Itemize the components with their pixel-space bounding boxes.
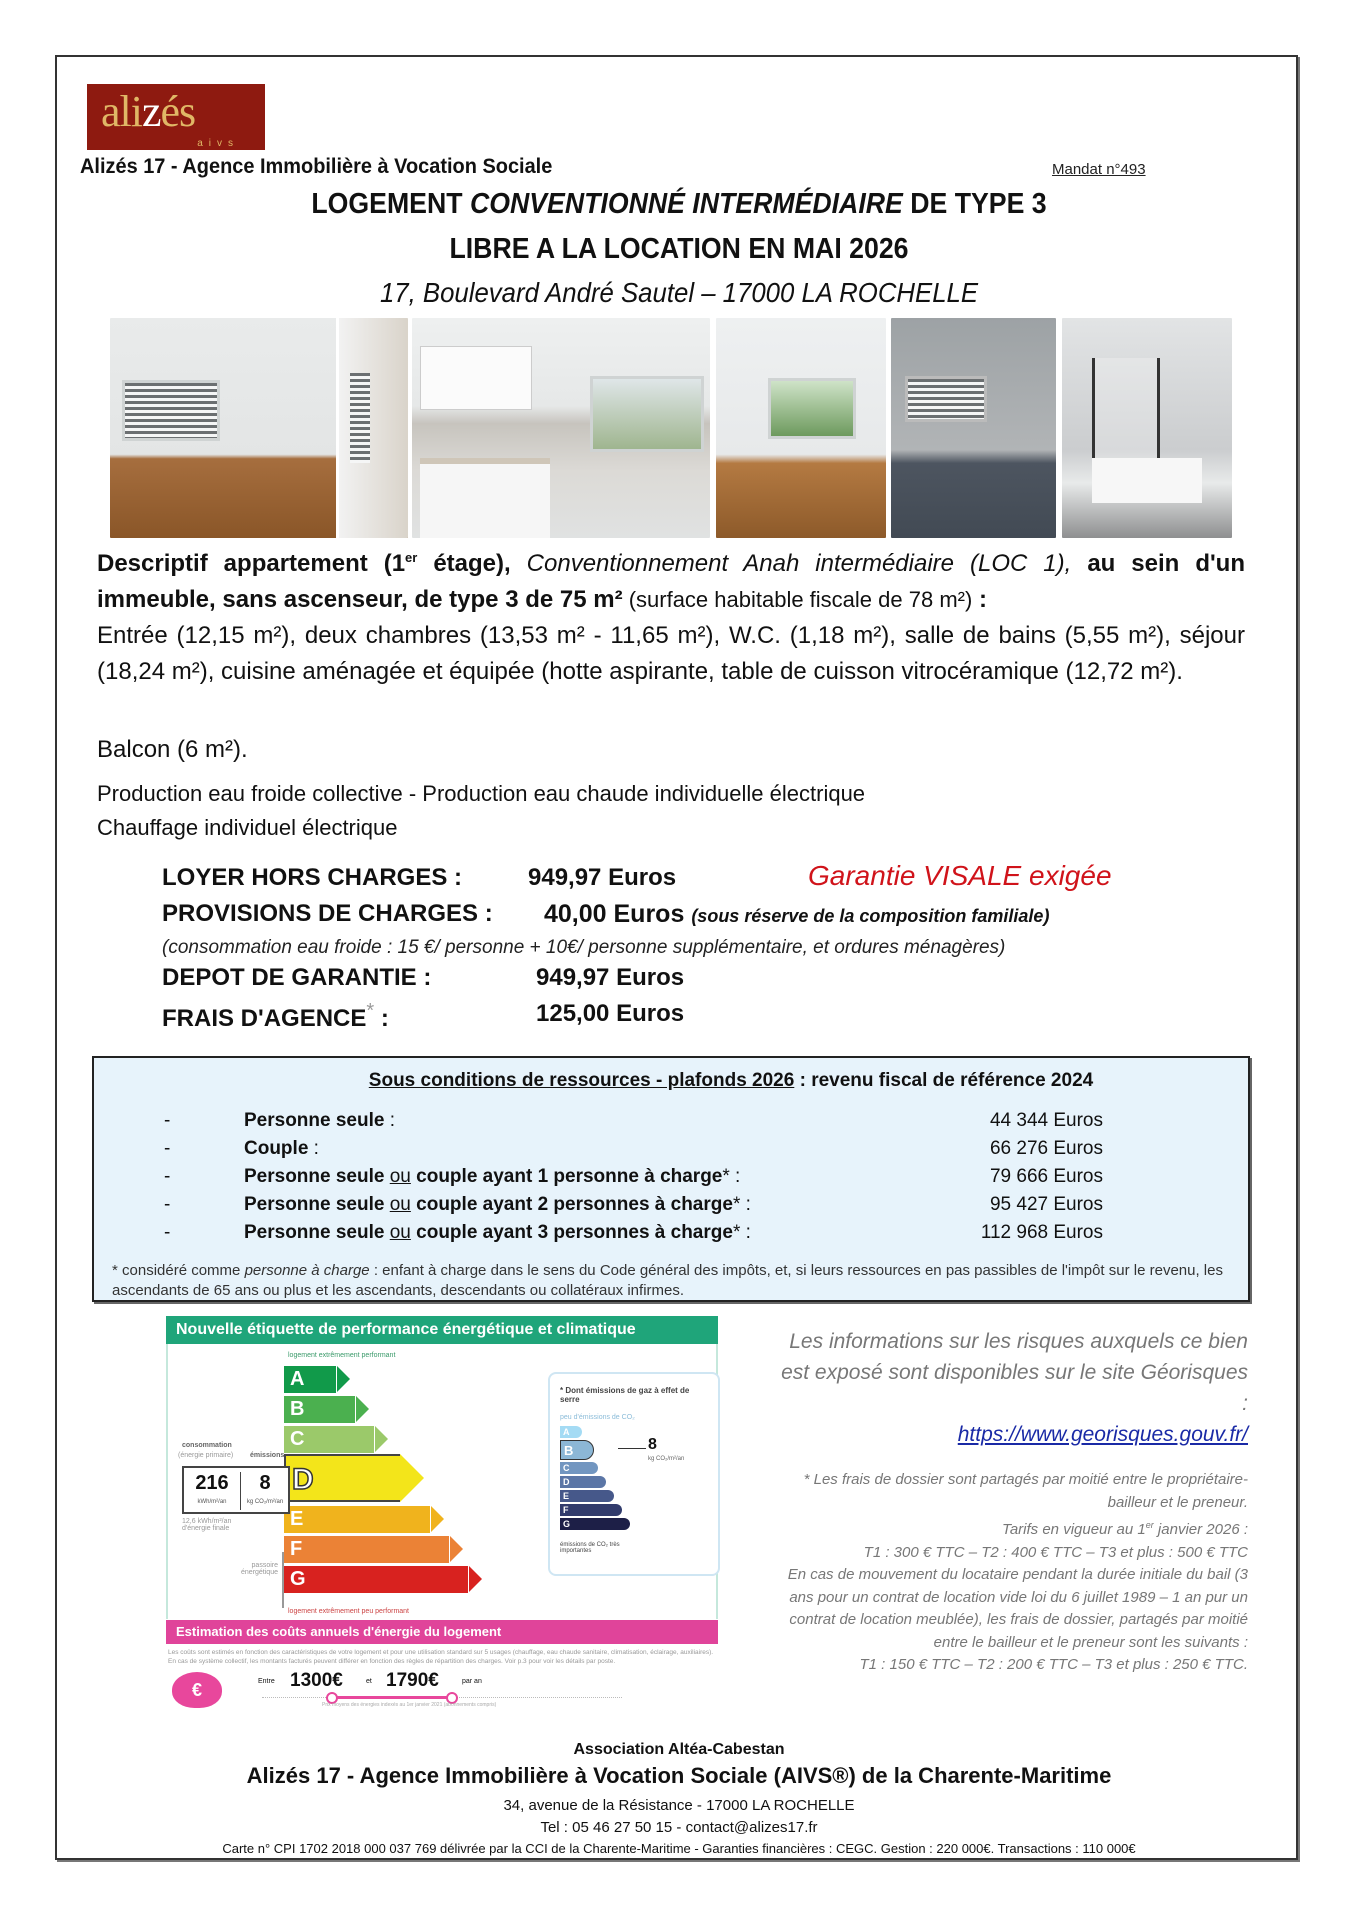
energy-class-letter: G bbox=[290, 1568, 306, 1590]
cost-per: par an bbox=[462, 1678, 482, 1685]
fees-sup: er bbox=[1145, 1520, 1154, 1530]
dependent-footnote bbox=[112, 1261, 1234, 1301]
household-colon: : bbox=[308, 1138, 319, 1159]
resource-row bbox=[94, 1222, 1248, 1250]
logo-part: z bbox=[141, 87, 161, 136]
door-shape bbox=[336, 318, 408, 538]
desc-text: étage), bbox=[417, 550, 511, 577]
band-arrow bbox=[375, 1426, 388, 1452]
visale-guarantee: Garantie VISALE exigée bbox=[808, 860, 1112, 891]
logo-part: ali bbox=[101, 87, 142, 136]
cost-max: 1790€ bbox=[386, 1670, 439, 1691]
energy-class-e bbox=[284, 1506, 430, 1533]
cost-range-bar bbox=[332, 1696, 452, 1699]
ges-class-letter: E bbox=[563, 1491, 570, 1501]
window-shape bbox=[905, 376, 987, 422]
logo-wordmark bbox=[101, 86, 195, 137]
rooms-list: Entrée (12,15 m²), deux chambres (13,53 m² - 11,65 m²), W.C. (1,18 m²), salle de bains (5,55 m²), séjour (18,24 m²), cuisine aménagée et équipée (hotte aspirante, table de cuisson vitrocéramique (12,72 m²). bbox=[97, 622, 1245, 685]
energy-class-d bbox=[284, 1454, 400, 1502]
household-colon: * : bbox=[722, 1166, 741, 1187]
consumption-value: 216 bbox=[195, 1472, 229, 1494]
ges-class-letter: D bbox=[563, 1477, 570, 1487]
ges-class-letter: B bbox=[564, 1443, 574, 1458]
cost-between: Entre bbox=[258, 1678, 275, 1685]
energy-class-letter: C bbox=[290, 1428, 305, 1450]
fees-line: En cas de mouvement du locataire pendant la durée initiale du bail (3 ans pour un contrat de location vide loi du 6 juillet 1989 – 1 an pur un contrat de location meublée), les frais de dossier, partagés par moitié entre le bailleur et le preneur sont les suivants : bbox=[787, 1566, 1248, 1651]
title-underlined: Sous conditions de ressources - plafonds 2026 bbox=[368, 1070, 795, 1091]
energy-class-letter: D bbox=[292, 1463, 314, 1496]
bathtub-shape bbox=[1092, 458, 1202, 503]
ges-top-label: peu d'émissions de CO₂ bbox=[560, 1414, 635, 1421]
fees-note bbox=[780, 1469, 1248, 1677]
emissions-label: émissions bbox=[250, 1452, 285, 1459]
desc-text: (surface habitable fiscale de 78 m²) bbox=[622, 587, 973, 612]
agency-fee-label: FRAIS D'AGENCE bbox=[162, 1005, 367, 1032]
band-arrow bbox=[431, 1506, 444, 1532]
household-ou: ou bbox=[389, 1166, 411, 1187]
final-energy: 12,6 kWh/m²/an d'énergie finale bbox=[182, 1518, 232, 1532]
title-rest: : revenu fiscal de référence 2024 bbox=[794, 1070, 1094, 1091]
footer-contact: Tel : 05 46 27 50 15 - contact@alizes17.fr bbox=[540, 1819, 818, 1836]
band-arrow bbox=[337, 1366, 350, 1392]
charges-value: 40,00 Euros bbox=[544, 900, 685, 928]
resource-ceilings-box bbox=[92, 1056, 1250, 1302]
household-text: Couple bbox=[244, 1138, 309, 1159]
ges-bottom-label: émissions de CO₂ très importantes bbox=[560, 1542, 620, 1554]
energy-class-g bbox=[284, 1566, 468, 1593]
ges-class-letter: A bbox=[563, 1427, 570, 1437]
household-text: couple ayant 2 personnes à charge bbox=[410, 1194, 733, 1215]
band-arrow bbox=[400, 1454, 424, 1502]
fees-text: janvier 2026 : bbox=[1153, 1521, 1248, 1538]
cost-footnote: Prix moyens des énergies indexés au 1er janvier 2021 (abonnements compris) bbox=[322, 1702, 497, 1708]
ges-class-e bbox=[560, 1490, 614, 1502]
energy-class-letter: A bbox=[290, 1368, 305, 1390]
passoire-bracket bbox=[282, 1552, 284, 1608]
income-ceiling: 66 276 Euros bbox=[989, 1138, 1103, 1159]
household-text: couple ayant 1 personne à charge bbox=[410, 1166, 723, 1187]
charges-value-wrap bbox=[544, 900, 1049, 929]
charges-note: (sous réserve de la composition familiale) bbox=[691, 906, 1050, 926]
consumption-sub: (énergie primaire) bbox=[178, 1452, 234, 1459]
household-text: couple ayant 3 personnes à charge bbox=[410, 1222, 733, 1243]
bullet-dash: - bbox=[164, 1110, 171, 1131]
bullet-dash: - bbox=[164, 1222, 171, 1243]
household-colon: * : bbox=[732, 1194, 751, 1215]
kitchen-cabinet-shape bbox=[420, 346, 532, 410]
resource-row bbox=[94, 1194, 1248, 1222]
footer-legal: Carte n° CPI 1702 2018 000 037 769 délivrée par la CCI de la Charente-Maritime - Garanties financières : CEGC. Gestion : 220 000€. Transactions : 110 000€ bbox=[222, 1841, 1136, 1856]
band-arrow bbox=[356, 1396, 369, 1422]
ges-class-letter: C bbox=[563, 1463, 570, 1473]
energy-class-letter: F bbox=[290, 1538, 303, 1560]
charges-label: PROVISIONS DE CHARGES : bbox=[162, 900, 493, 927]
income-ceiling: 79 666 Euros bbox=[989, 1166, 1103, 1187]
energy-class-a bbox=[284, 1366, 336, 1393]
piggy-bank-icon bbox=[172, 1672, 222, 1708]
deposit-row bbox=[162, 964, 685, 992]
desc-sup: er bbox=[405, 550, 418, 565]
income-ceiling: 112 968 Euros bbox=[980, 1222, 1103, 1243]
household-text: Personne seule bbox=[244, 1194, 390, 1215]
household-type bbox=[244, 1166, 740, 1188]
household-type bbox=[244, 1222, 751, 1244]
desc-italic: Conventionnement Anah intermédiaire (LOC 1), bbox=[510, 550, 1072, 577]
note-italic: personne à charge bbox=[244, 1262, 370, 1279]
heating: Chauffage individuel électrique bbox=[97, 815, 398, 840]
fees-line: * Les frais de dossier sont partagés par moitié entre le propriétaire-bailleur et le preneur. bbox=[803, 1471, 1248, 1511]
bullet-dash: - bbox=[164, 1166, 171, 1187]
desc-text: : bbox=[972, 586, 987, 613]
household-ou: ou bbox=[389, 1222, 411, 1243]
ges-class-b bbox=[560, 1440, 594, 1460]
property-address: 17, Boulevard André Sautel – 17000 LA ROCHELLE bbox=[379, 277, 979, 308]
consumption-label: consommation bbox=[182, 1442, 232, 1449]
logo-part: és bbox=[160, 87, 196, 136]
ges-panel bbox=[548, 1372, 720, 1576]
agency-fee-value: 125,00 Euros bbox=[536, 1000, 685, 1027]
bullet-dash: - bbox=[164, 1194, 171, 1215]
ges-class-d bbox=[560, 1476, 606, 1488]
desc-text: Descriptif appartement (1 bbox=[97, 550, 406, 577]
ges-class-c bbox=[560, 1462, 598, 1474]
photo-bedroom-1 bbox=[716, 318, 886, 538]
household-colon: * : bbox=[732, 1222, 751, 1243]
rent-label: LOYER HORS CHARGES : bbox=[162, 864, 463, 891]
desc-text: au sein d'un immeuble, sans ascenseur, de type 3 de 75 m² bbox=[97, 550, 1246, 613]
consumption-unit: kWh/m²/an bbox=[197, 1499, 227, 1505]
georisques-link[interactable]: https://www.georisques.gouv.fr/ bbox=[957, 1423, 1248, 1446]
resource-row bbox=[94, 1138, 1248, 1166]
household-text: Personne seule bbox=[244, 1110, 385, 1131]
availability-title: LIBRE A LA LOCATION EN MAI 2026 bbox=[449, 233, 909, 265]
energy-class-c bbox=[284, 1426, 374, 1453]
deposit-label: DEPOT DE GARANTIE : bbox=[162, 964, 432, 991]
window-shape bbox=[122, 380, 220, 441]
energy-class-letter: B bbox=[290, 1398, 305, 1420]
footer-association: Association Altéa-Cabestan bbox=[573, 1741, 785, 1758]
bullet-dash: - bbox=[164, 1138, 171, 1159]
deposit-value: 949,97 Euros bbox=[536, 964, 685, 991]
ges-unit: kg CO₂/m²/an bbox=[648, 1456, 685, 1462]
household-type bbox=[244, 1194, 751, 1216]
passoire-label: passoire énergétique bbox=[241, 1562, 278, 1576]
footer-address: 34, avenue de la Résistance - 17000 LA ROCHELLE bbox=[503, 1797, 855, 1814]
consumption-note: (consommation eau froide : 15 €/ personne + 10€/ personne supplémentaire, et ordures ménagères) bbox=[162, 937, 1006, 958]
window-shape bbox=[590, 376, 704, 452]
energy-class-f bbox=[284, 1536, 449, 1563]
band-arrow bbox=[469, 1566, 482, 1592]
ges-class-a bbox=[560, 1426, 582, 1438]
mandat-number: Mandat n°493 bbox=[1052, 161, 1146, 178]
dpe-top-label: logement extrêmement performant bbox=[288, 1352, 396, 1359]
dpe-values-box bbox=[182, 1466, 290, 1514]
income-ceiling: 44 344 Euros bbox=[989, 1110, 1103, 1131]
resource-row bbox=[94, 1166, 1248, 1194]
page-title bbox=[54, 188, 1303, 221]
asterisk: * bbox=[366, 1000, 375, 1022]
household-ou: ou bbox=[389, 1194, 411, 1215]
cost-range bbox=[258, 1670, 598, 1694]
colon: : bbox=[374, 1005, 389, 1032]
photo-bathroom bbox=[1062, 318, 1232, 538]
ges-class-f bbox=[560, 1504, 622, 1516]
cost-min: 1300€ bbox=[290, 1670, 343, 1691]
window-shape bbox=[768, 378, 856, 439]
balcony: Balcon (6 m²). bbox=[97, 736, 248, 763]
energy-class-letter: E bbox=[290, 1508, 304, 1530]
georisques-text: Les informations sur les risques auxquels ce bien est exposé sont disponibles sur le site Géorisques : bbox=[781, 1330, 1248, 1415]
photo-bedroom-2 bbox=[891, 318, 1056, 538]
note-text: * considéré comme bbox=[112, 1262, 245, 1279]
georisques-info bbox=[780, 1326, 1248, 1450]
photo-kitchen bbox=[412, 318, 710, 538]
emissions-value: 8 bbox=[259, 1472, 271, 1494]
household-text: Personne seule bbox=[244, 1222, 390, 1243]
energy-performance-label bbox=[162, 1312, 722, 1710]
rent-row bbox=[162, 864, 677, 892]
ges-pointer bbox=[618, 1448, 646, 1449]
fees-text: Tarifs en vigueur au 1 bbox=[1002, 1521, 1146, 1538]
band-arrow bbox=[450, 1536, 463, 1562]
fees-line: T1 : 300 € TTC – T2 : 400 € TTC – T3 et plus : 500 € TTC bbox=[863, 1543, 1248, 1561]
household-text: Personne seule bbox=[244, 1166, 390, 1187]
rent-value: 949,97 Euros bbox=[528, 864, 677, 891]
agency-fee-row bbox=[162, 1000, 685, 1033]
dpe-bottom-label: logement extrêmement peu performant bbox=[288, 1608, 410, 1615]
resource-ceilings-title bbox=[94, 1070, 1248, 1092]
note-text: : enfant à charge dans le sens du Code général des impôts, et, si leurs ressources en pas passibles de l'impôt sur le revenu, les ascendants de 65 ans ou plus et les ascendants, descendants ou collatéraux infirmes. bbox=[112, 1262, 1223, 1299]
door-glass-shape bbox=[350, 373, 370, 463]
ges-value: 8 bbox=[648, 1436, 657, 1453]
dpe-body bbox=[166, 1344, 718, 1619]
water-production: Production eau froide collective - Production eau chaude individuelle électrique bbox=[97, 781, 866, 806]
ges-class-letter: G bbox=[563, 1519, 571, 1529]
title-part-italic: CONVENTIONNÉ INTERMÉDIAIRE bbox=[469, 188, 903, 220]
fees-line bbox=[780, 1514, 1248, 1542]
title-part: DE TYPE 3 bbox=[902, 188, 1047, 220]
kitchen-counter-shape bbox=[420, 458, 550, 538]
apartment-description bbox=[97, 540, 1245, 690]
household-colon: : bbox=[384, 1110, 396, 1131]
cost-estimate-title: Estimation des coûts annuels d'énergie du logement bbox=[166, 1620, 718, 1644]
dpe-title: Nouvelle étiquette de performance énergétique et climatique bbox=[166, 1316, 718, 1344]
household-type bbox=[244, 1110, 395, 1132]
fees-line: T1 : 150 € TTC – T2 : 200 € TTC – T3 et plus : 250 € TTC. bbox=[859, 1656, 1248, 1673]
title-part: LOGEMENT bbox=[311, 188, 470, 220]
ges-class-letter: F bbox=[563, 1505, 569, 1515]
energy-class-b bbox=[284, 1396, 355, 1423]
logo-subtitle: aivs bbox=[197, 138, 239, 149]
alizes-logo bbox=[87, 84, 265, 150]
cost-and: et bbox=[366, 1678, 372, 1685]
ges-title: * Dont émissions de gaz à effet de serre bbox=[560, 1386, 690, 1404]
household-type bbox=[244, 1138, 319, 1160]
emissions-unit: kg CO₂/m²/an bbox=[246, 1499, 284, 1505]
income-ceiling: 95 427 Euros bbox=[989, 1194, 1103, 1215]
euro-glyph: € bbox=[191, 1680, 202, 1700]
agency-name: Alizés 17 - Agence Immobilière à Vocation Sociale bbox=[80, 155, 553, 178]
resource-row bbox=[94, 1110, 1248, 1138]
photo-living-room bbox=[110, 318, 408, 538]
charges-row bbox=[162, 900, 1050, 928]
ges-class-g bbox=[560, 1518, 630, 1530]
footer-agency: Alizés 17 - Agence Immobilière à Vocation Sociale (AIVS®) de la Charente-Maritime bbox=[246, 1763, 1112, 1788]
cost-estimate-text: Les coûts sont estimés en fonction des caractéristiques de votre logement et pour une utilisation standard sur 5 usages (chauffage, eau chaude sanitaire, climatisation, éclairage, auxiliaires). En cas de système collectif, les montants facturés peuvent différer en fonction des règles de répartition des charges. Voir p.3 pour voir les détails par poste. bbox=[168, 1649, 714, 1665]
